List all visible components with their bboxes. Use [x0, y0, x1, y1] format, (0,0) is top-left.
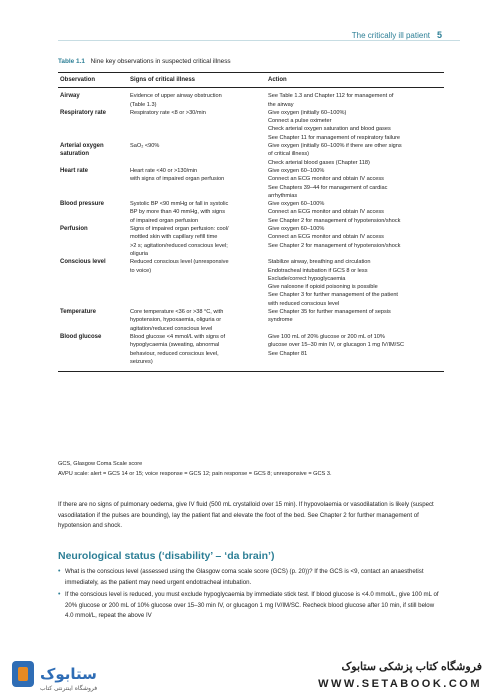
column-header-action: Action	[266, 73, 444, 88]
cell-line: Core temperature <36 or >38 °C, with	[130, 309, 224, 316]
running-title: The critically ill patient	[351, 31, 430, 40]
bullet-icon: •	[58, 568, 61, 575]
advert-site-link[interactable]: WWW.SETABOOK.COM	[318, 678, 482, 690]
cell-line: with signs of impaired organ perfusion	[130, 176, 225, 183]
cell-observation	[58, 88, 128, 109]
table-row	[58, 142, 444, 167]
cell-line: arrhythmias	[268, 192, 298, 199]
cell-signs	[128, 167, 266, 200]
setabook-logo[interactable]	[10, 655, 130, 695]
bullet-text: If the conscious level is reduced, you must exclude hypoglycaemia by immediate stick test. If blood glucose is <4.0 mmol/L, give 100 mL of 20% glucose or 200 mL of 10% glucose over 15–30 min IV, or glucagon 1 mg IV/IM/SC. Recheck blood glucose after 10 min, if still below 4.0 mmol/L, repeat the above IV	[65, 591, 439, 620]
cell-line: agitation/reduced conscious level	[130, 325, 213, 332]
cell-signs	[128, 88, 266, 109]
cell-action	[266, 333, 444, 372]
cell-line: Respiratory rate	[60, 109, 107, 116]
running-header	[0, 0, 500, 44]
table-row	[58, 167, 444, 200]
cell-line: Check arterial blood gases (Chapter 118)	[268, 159, 370, 166]
cell-line: Give naloxone if opioid poisoning is possible	[268, 284, 378, 291]
cell-line: to voice)	[130, 267, 152, 274]
cell-observation	[58, 167, 128, 200]
cell-line: Reduced conscious level (unresponsive	[130, 259, 229, 266]
cell-line: Give oxygen 60–100%	[268, 226, 325, 233]
cell-line: See Chapter 2 for management of hypotension/shock	[268, 217, 401, 224]
bullet-list	[58, 567, 444, 624]
body-paragraph: If there are no signs of pulmonary oedema, give IV fluid (500 mL crystalloid over 15 min). If hypovolaemia or vasodilatation is likely (suspect vasodilatation if the pulses are bounding), lay the patient flat and elevate the foot of the bed. See Chapter 2 for further management of hypotension and shock.	[58, 501, 434, 530]
cell-line: saturation	[60, 151, 90, 158]
cell-line: Blood pressure	[60, 201, 105, 208]
table-notes	[58, 459, 444, 479]
cell-line: Temperature	[60, 309, 96, 316]
cell-line: oliguria	[130, 250, 149, 257]
table-caption-text: Nine key observations in suspected critical illness	[90, 58, 231, 65]
table-note-gcs: GCS, Glasgow Coma Scale score	[58, 461, 143, 467]
cell-line: See Table 1.3 and Chapter 112 for management of	[268, 93, 394, 100]
cell-line: Blood glucose <4 mmol/L with signs of	[130, 333, 226, 340]
cell-line: >2 s; agitation/reduced conscious level;	[130, 242, 228, 249]
bullet-icon: •	[58, 591, 61, 599]
cell-line: with reduced conscious level	[268, 300, 340, 307]
cell-action	[266, 88, 444, 109]
cell-observation	[58, 200, 128, 225]
cell-observation	[58, 258, 128, 308]
page-number: 5	[436, 30, 442, 40]
table-header-row	[58, 73, 444, 88]
cell-observation	[58, 225, 128, 258]
cell-signs	[128, 258, 266, 308]
cell-signs	[128, 308, 266, 333]
cell-line: Conscious level	[60, 259, 106, 266]
cell-line: Systolic BP <90 mmHg or fall in systolic	[130, 201, 229, 208]
cell-line: hypotension, hypoxaemia, oliguria or	[130, 317, 222, 324]
cell-line: See Chapter 81	[268, 350, 308, 357]
table-body	[58, 88, 444, 372]
column-header-signs: Signs of critical illness	[128, 73, 266, 88]
table-row	[58, 200, 444, 225]
cell-signs	[128, 142, 266, 167]
cell-line: mottled skin with capillary refill time	[130, 234, 218, 241]
cell-line: seizures)	[130, 358, 153, 365]
cell-action	[266, 258, 444, 308]
cell-line: Signs of impaired organ perfusion: cool/	[130, 226, 229, 233]
cell-signs	[128, 333, 266, 372]
cell-line: Connect a pulse oximeter	[268, 118, 332, 125]
table-row	[58, 225, 444, 258]
cell-line: Give oxygen (initially 60–100%)	[268, 109, 347, 116]
cell-line: glucose over 15–30 min IV, or glucagon 1 mg IV/IM/SC	[268, 342, 404, 349]
cell-line: Arterial oxygen	[60, 143, 104, 150]
cell-line: (Table 1.3)	[130, 101, 157, 108]
cell-line: Connect an ECG monitor and obtain IV access	[268, 209, 384, 216]
cell-action	[266, 142, 444, 167]
cell-line: Perfusion	[60, 226, 88, 233]
table-row	[58, 88, 444, 109]
list-item	[58, 567, 444, 588]
cell-action	[266, 308, 444, 333]
cell-observation	[58, 308, 128, 333]
cell-observation	[58, 333, 128, 372]
cell-line: Endotracheal intubation if GCS 8 or less	[268, 267, 368, 274]
cell-line: Respiratory rate <8 or >30/min	[130, 109, 206, 116]
cell-action	[266, 225, 444, 258]
cell-line: Heart rate	[60, 167, 89, 174]
cell-line: Give 100 mL of 20% glucose or 200 mL of 10%	[268, 333, 385, 340]
cell-action	[266, 109, 444, 142]
column-header-observation: Observation	[58, 73, 128, 88]
cell-line: Give oxygen (initially 60–100% if there are other signs	[268, 143, 402, 150]
cell-line: BP by more than 40 mmHg, with signs	[130, 209, 226, 216]
cell-line: See Chapter 3 for further management of the patient	[268, 292, 398, 299]
cell-line: Connect an ECG monitor and obtain IV access	[268, 234, 384, 241]
observations-table-block	[58, 58, 444, 372]
cell-observation	[58, 142, 128, 167]
cell-line: Give oxygen 60–100%	[268, 201, 325, 208]
cell-observation	[58, 109, 128, 142]
table-row	[58, 308, 444, 333]
cell-line: SaO₂ <90%	[130, 143, 160, 150]
cell-line: Connect an ECG monitor and obtain IV access	[268, 176, 384, 183]
table-row	[58, 258, 444, 308]
header-rule	[58, 40, 460, 41]
cell-line: syndrome	[268, 317, 293, 324]
cell-line: See Chapter 2 for management of hypotension/shock	[268, 242, 401, 249]
cell-line: Blood glucose	[60, 333, 102, 340]
cell-action	[266, 167, 444, 200]
table-row	[58, 333, 444, 372]
observations-table	[58, 72, 444, 372]
list-item	[58, 590, 444, 622]
cell-line: hypoglycaemia (sweating, abnormal	[130, 342, 220, 349]
table-note-avpu: AVPU scale: alert = GCS 14 or 15; voice response = GCS 12; pain response = GCS 8; unresponsive = GCS 3.	[58, 471, 332, 477]
advert-persian-line: فروشگاه کتاب پزشکی ستابوک	[341, 661, 482, 673]
cell-line: Give oxygen 60–100%	[268, 167, 325, 174]
table-caption	[58, 58, 444, 65]
bullet-text: What is the conscious level (assessed using the Glasgow coma scale score (GCS) (p. 20))? If the GCS is <9, contact an anaesthetist immediately, as the patient may need urgent endotracheal intubation.	[65, 568, 424, 586]
cell-line: Stabilize airway, breathing and circulation	[268, 259, 371, 266]
cell-line: See Chapters 39–44 for management of cardiac	[268, 184, 388, 191]
cell-line: of critical illness)	[268, 151, 310, 158]
cell-line: behaviour, reduced conscious level,	[130, 350, 219, 357]
logo-subtext: فروشگاه اینترنتی کتاب	[40, 685, 98, 692]
cell-action	[266, 200, 444, 225]
cell-signs	[128, 225, 266, 258]
cell-line: Airway	[60, 93, 80, 100]
cell-line: of impaired organ perfusion	[130, 217, 199, 224]
table-row	[58, 109, 444, 142]
cell-line: the airway	[268, 101, 294, 108]
cell-signs	[128, 200, 266, 225]
cell-line: Exclude/correct hypoglycaemia	[268, 275, 346, 282]
cell-line: Evidence of upper airway obstruction	[130, 93, 222, 100]
section-heading: Neurological status (‘disability’ – ‘da brain’)	[58, 550, 275, 562]
cell-line: See Chapter 35 for further management of sepsis	[268, 309, 391, 316]
cell-line: See Chapter 11 for management of respiratory failure	[268, 134, 401, 141]
cell-line: Check arterial oxygen saturation and blood gases	[268, 126, 391, 133]
logo-text: ستابوک	[40, 665, 97, 683]
cell-signs	[128, 109, 266, 142]
table-number: Table 1.1	[58, 58, 85, 65]
cell-line: Heart rate <40 or >130/min	[130, 167, 198, 174]
logo-mark-orange	[18, 667, 28, 681]
